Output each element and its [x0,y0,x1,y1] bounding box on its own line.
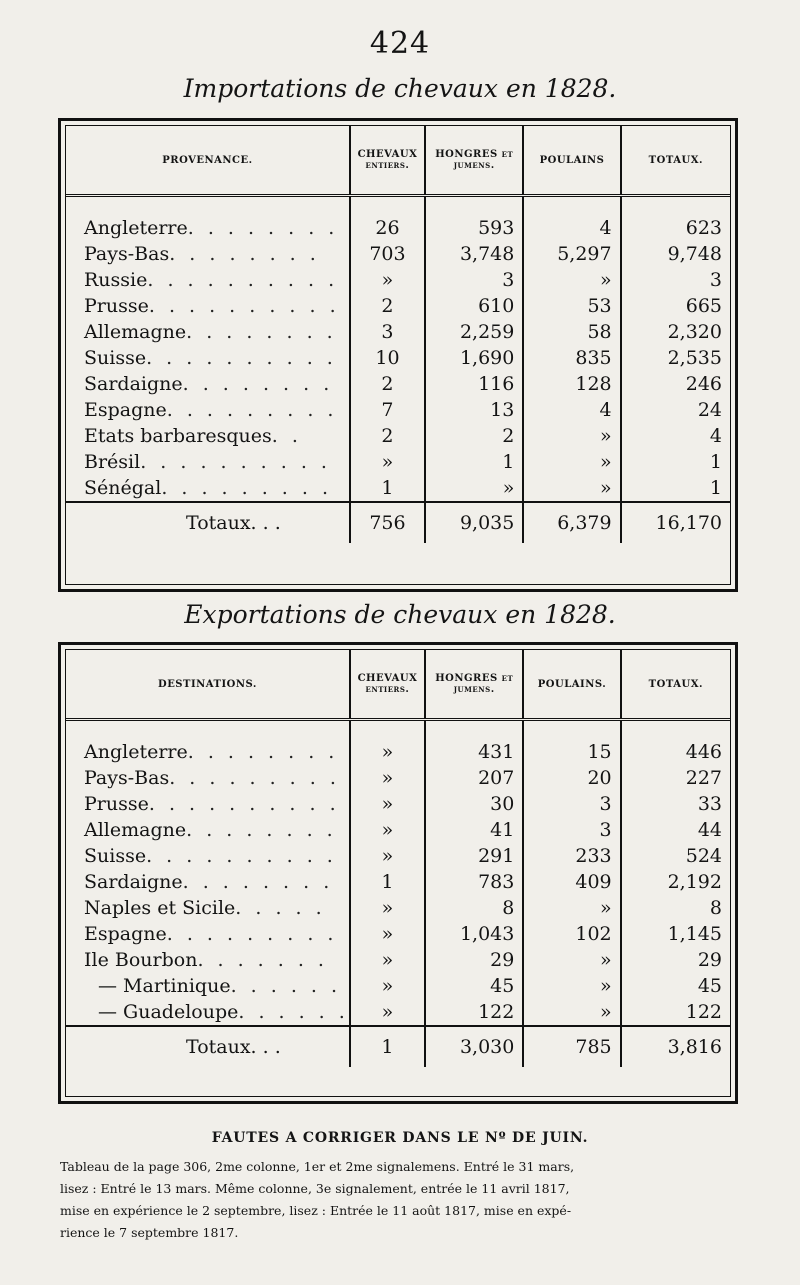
table-cell: 24 [621,397,730,423]
table-cell: 122 [621,999,730,1026]
table-cell: 593 [425,196,523,242]
leader-dots: . . . . . . . . . . [140,451,331,473]
exports-header-hongres: HONGRES et jumens. [425,650,523,720]
imports-table-frame [58,118,738,592]
exports-table-frame [58,642,738,1104]
exports-header-chevaux: CHEVAUX entiers. [350,650,425,720]
imports-header-hongres: HONGRES et jumens. [425,126,523,196]
row-name: Allemagne [84,819,187,841]
exports-table [66,650,730,1067]
table-cell: » [523,449,620,475]
table-cell: 116 [425,371,523,397]
total-label: Totaux. . . [66,502,350,543]
table-cell: 1 [621,449,730,475]
table-cell: » [350,720,425,766]
total-cell: 756 [350,502,425,543]
table-cell: » [350,267,425,293]
table-cell: 446 [621,720,730,766]
table-cell: 409 [523,869,620,895]
table-row [66,817,730,843]
table-cell: » [350,921,425,947]
table-row [66,947,730,973]
total-row [66,1026,730,1067]
row-label [66,720,350,766]
table-cell: 58 [523,319,620,345]
table-cell: » [350,973,425,999]
row-label [66,423,350,449]
table-row [66,397,730,423]
table-cell: » [523,267,620,293]
row-label [66,921,350,947]
table-cell: » [523,423,620,449]
row-name: Etats barbaresques [84,425,272,447]
table-cell: 41 [425,817,523,843]
leader-dots: . . . . . . . . . . [147,269,339,291]
table-cell: 207 [425,765,523,791]
table-row [66,720,730,766]
leader-dots: . . . . . . . . . . [148,295,340,317]
leader-dots: . . . . . . . . . [166,923,338,945]
table-cell: 783 [425,869,523,895]
total-row [66,502,730,543]
table-cell: 246 [621,371,730,397]
row-label [66,449,350,475]
leader-dots: . . . . . . . . [186,819,337,841]
table-cell: 524 [621,843,730,869]
leader-dots: . . . . . . . . [182,373,334,395]
leader-dots: . . . . . . . [197,949,328,971]
table-cell: 128 [523,371,620,397]
row-label [66,817,350,843]
imports-table [66,126,730,543]
table-row [66,895,730,921]
table-cell: 1,145 [621,921,730,947]
imports-header-chevaux: CHEVAUX entiers. [350,126,425,196]
table-cell: 2 [350,423,425,449]
table-cell: 29 [425,947,523,973]
table-row [66,973,730,999]
table-cell: » [350,817,425,843]
table-cell: 233 [523,843,620,869]
row-name: Pays-Bas [84,243,170,265]
row-label [66,475,350,502]
row-label [66,791,350,817]
leader-dots: . . . . . . . . . [166,399,338,421]
leader-dots: . . . . . . . . [187,217,339,239]
total-label: Totaux. . . [66,1026,350,1067]
row-name: Suisse [84,845,147,867]
row-label [66,345,350,371]
table-cell: » [523,999,620,1026]
table-row [66,475,730,502]
row-label [66,869,350,895]
table-cell: 3 [621,267,730,293]
table-cell: 2 [350,293,425,319]
table-cell: 45 [621,973,730,999]
table-row [66,791,730,817]
table-cell: 8 [621,895,730,921]
row-label [66,999,350,1026]
table-cell: 45 [425,973,523,999]
errata-line: rience le 7 septembre 1817. [60,1225,239,1240]
imports-header-totaux: TOTAUX. [621,126,730,196]
table-cell: » [523,947,620,973]
row-label [66,973,350,999]
table-cell: 703 [350,241,425,267]
table-cell: » [350,895,425,921]
table-cell: 20 [523,765,620,791]
imports-title: Importations de chevaux en 1828. [183,74,617,103]
table-row [66,293,730,319]
errata-title: FAUTES A CORRIGER DANS LE Nº DE JUIN. [211,1130,589,1146]
leader-dots: . . . . . . [230,975,342,997]
row-name: Brésil [84,451,141,473]
row-name: Angleterre [84,217,188,239]
row-name: Sardaigne [84,373,183,395]
table-row [66,999,730,1026]
table-cell: » [350,999,425,1026]
table-cell: 102 [523,921,620,947]
leader-dots: . . . . . . [238,1001,349,1023]
row-name: Prusse [84,793,149,815]
table-cell: 10 [350,345,425,371]
row-name: — Guadeloupe [98,1001,239,1023]
table-cell: 44 [621,817,730,843]
table-row [66,423,730,449]
row-label [66,397,350,423]
leader-dots: . . . . . . . . [187,741,339,763]
row-label [66,267,350,293]
table-cell: 610 [425,293,523,319]
table-cell: 2 [350,371,425,397]
table-row [66,196,730,242]
row-name: Russie [84,269,148,291]
leader-dots: . . . . . . . . . [169,767,340,789]
table-cell: 1 [350,869,425,895]
table-cell: 2,259 [425,319,523,345]
table-cell: 122 [425,999,523,1026]
table-cell: 431 [425,720,523,766]
table-row [66,267,730,293]
table-row [66,345,730,371]
exports-header-poulains: POULAINS. [523,650,620,720]
table-cell: » [350,947,425,973]
row-label [66,196,350,242]
page-number: 424 [369,26,431,61]
table-cell: 2 [425,423,523,449]
imports-header-provenance: PROVENANCE. [66,126,350,196]
leader-dots: . . . . . . . . [182,871,334,893]
total-cell: 785 [523,1026,620,1067]
table-cell: 835 [523,345,620,371]
table-cell: 1 [350,475,425,502]
table-cell: 8 [425,895,523,921]
table-row [66,765,730,791]
row-name: Naples et Sicile [84,897,236,919]
row-name: Sardaigne [84,871,183,893]
table-cell: 3 [523,791,620,817]
table-cell: » [523,895,620,921]
row-name: Espagne [84,399,167,421]
row-label [66,947,350,973]
row-name: Ile Bourbon [84,949,198,971]
table-cell: 4 [523,397,620,423]
errata-text [60,1156,740,1244]
table-row [66,241,730,267]
table-cell: 26 [350,196,425,242]
leader-dots: . . . . . . . . [186,321,337,343]
table-row [66,319,730,345]
row-label [66,843,350,869]
row-name: — Martinique [98,975,231,997]
row-label [66,371,350,397]
table-row [66,843,730,869]
total-cell: 3,030 [425,1026,523,1067]
table-cell: 2,192 [621,869,730,895]
table-cell: » [523,973,620,999]
table-cell: 1,690 [425,345,523,371]
table-row [66,371,730,397]
leader-dots: . . . . . . . . . [161,477,332,499]
table-cell: 2,535 [621,345,730,371]
total-cell: 6,379 [523,502,620,543]
table-cell: » [350,791,425,817]
table-cell: 4 [621,423,730,449]
table-cell: 1 [621,475,730,502]
leader-dots: . . . . . . . . . . [146,845,337,867]
leader-dots: . . . . . . . . . . [146,347,337,369]
row-name: Angleterre [84,741,188,763]
table-cell: 53 [523,293,620,319]
table-cell: 1 [425,449,523,475]
table-cell: 291 [425,843,523,869]
row-label [66,319,350,345]
table-cell: 7 [350,397,425,423]
row-name: Allemagne [84,321,187,343]
table-cell: » [350,449,425,475]
table-cell: 623 [621,196,730,242]
row-label [66,765,350,791]
table-cell: » [425,475,523,502]
total-cell: 9,035 [425,502,523,543]
table-cell: 29 [621,947,730,973]
row-label [66,293,350,319]
table-cell: 227 [621,765,730,791]
table-cell: 1,043 [425,921,523,947]
table-cell: 30 [425,791,523,817]
leader-dots: . . . . . [235,897,326,919]
total-cell: 16,170 [621,502,730,543]
table-cell: » [523,475,620,502]
table-cell: 5,297 [523,241,620,267]
table-cell: 9,748 [621,241,730,267]
leader-dots: . . [271,425,302,447]
leader-dots: . . . . . . . . . . [148,793,340,815]
leader-dots: . . . . . . . . [169,243,320,265]
table-cell: 2,320 [621,319,730,345]
table-cell: 33 [621,791,730,817]
imports-header-poulains: POULAINS [523,126,620,196]
exports-title: Exportations de chevaux en 1828. [184,600,616,629]
row-label [66,241,350,267]
errata-line: mise en expérience le 2 septembre, lisez : Entrée le 11 août 1817, mise en expé- [60,1203,572,1218]
table-cell: 15 [523,720,620,766]
table-cell: 4 [523,196,620,242]
row-name: Espagne [84,923,167,945]
table-row [66,921,730,947]
table-cell: 13 [425,397,523,423]
table-cell: 665 [621,293,730,319]
table-cell: 3 [523,817,620,843]
table-cell: 3 [350,319,425,345]
total-cell: 3,816 [621,1026,730,1067]
errata-line: lisez : Entré le 13 mars. Même colonne, 3e signalement, entrée le 11 avril 1817, [60,1181,570,1196]
exports-header-destinations: DESTINATIONS. [66,650,350,720]
row-name: Pays-Bas [84,767,170,789]
table-cell: 3 [425,267,523,293]
table-cell: » [350,765,425,791]
row-name: Prusse [84,295,149,317]
table-cell: 3,748 [425,241,523,267]
table-row [66,449,730,475]
total-cell: 1 [350,1026,425,1067]
exports-header-totaux: TOTAUX. [621,650,730,720]
table-cell: » [350,843,425,869]
row-name: Sénégal [84,477,162,499]
row-name: Suisse [84,347,147,369]
errata-line: Tableau de la page 306, 2me colonne, 1er et 2me signalemens. Entré le 31 mars, [60,1159,575,1174]
table-row [66,869,730,895]
row-label [66,895,350,921]
